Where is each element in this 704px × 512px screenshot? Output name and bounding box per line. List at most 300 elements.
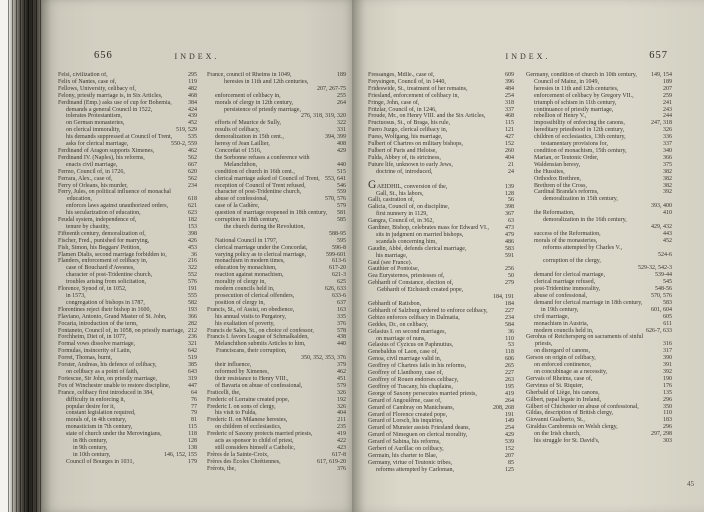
entry-text: Ferrara, Alex., case of, <box>58 175 113 182</box>
entry-text: demoralization in the 16th century, <box>543 217 627 224</box>
entry-page-ref: 438 <box>337 334 346 341</box>
index-entry <box>207 314 346 321</box>
index-entry <box>368 315 514 322</box>
entry-page-ref: 562 <box>188 154 197 161</box>
index-entry <box>368 93 514 100</box>
entry-text: demoralization in 15th cent., <box>215 134 284 141</box>
entry-page-ref: 64 <box>191 389 197 396</box>
entry-text: Fraticelli, the, <box>207 389 241 396</box>
entry-text: demands a general Council in 1522, <box>66 106 153 113</box>
entry-text: triumph of schism in 11th century, <box>534 99 617 106</box>
index-entry <box>207 390 346 397</box>
entry-page-ref: 76 <box>191 396 197 403</box>
entry-text: Frérots, the, <box>207 465 236 472</box>
entry-page-ref: 451 <box>337 375 346 382</box>
index-entry <box>368 405 514 412</box>
entry-page-ref: 581 <box>337 210 346 217</box>
entry-text: Flamen Dialis, second marriage forbidden to, <box>58 251 167 258</box>
index-entry <box>58 362 197 369</box>
entry-text: varying policy as to clerical marriage, <box>215 251 306 258</box>
entry-text: on children of ecclesiastics, <box>215 424 282 431</box>
index-entry <box>526 362 672 369</box>
entry-page-ref: 276, 318, 319, 320 <box>301 113 346 120</box>
entry-text: abuse of confessional, <box>215 196 269 203</box>
entry-page-ref: 241 <box>663 99 672 106</box>
entry-page-ref: 486 <box>505 238 514 245</box>
entry-text: enacts civil marriage, <box>66 161 118 168</box>
entry-text: troubles arising from solicitation, <box>66 279 146 286</box>
index-entry <box>207 148 346 155</box>
page-number-left: 656 <box>94 50 113 61</box>
entry-text: Gebhardt of Salzburg ordered to enforce celibacy, <box>368 307 488 314</box>
index-entry <box>207 258 346 265</box>
entry-page-ref: 254 <box>505 425 514 432</box>
entry-page-ref: 110 <box>505 335 514 342</box>
entry-page-ref: 235 <box>337 424 346 431</box>
index-entry <box>526 93 672 100</box>
entry-text: Gall, St., his labors, <box>376 190 424 197</box>
entry-text: position of clergy in, <box>215 299 265 306</box>
entry-text: morals of clergy in 12th century, <box>215 99 294 106</box>
index-entry <box>368 439 514 446</box>
entry-page-ref: 637 <box>337 299 346 306</box>
entry-text: Frederic of Saxony protects married priests, <box>207 431 313 438</box>
entry-page-ref: 439 <box>188 113 197 120</box>
entry-text: Fermo, Council of, in 1726, <box>58 168 125 175</box>
entry-text: Melanchthon submits Articles to him, <box>215 341 306 348</box>
entry-text: tenure by chastity, <box>66 223 110 230</box>
index-entry <box>58 238 197 245</box>
entry-page-ref: 121 <box>505 127 514 134</box>
entry-page-ref: 153 <box>188 223 197 230</box>
entry-page-ref: 382 <box>663 182 672 189</box>
index-entry <box>368 148 514 155</box>
entry-text: Future life, unknown to early Jews, <box>368 161 453 168</box>
entry-page-ref: 394, 399 <box>325 134 346 141</box>
entry-page-ref: 419 <box>337 431 346 438</box>
entry-page-ref: 191 <box>505 411 514 418</box>
index-entry <box>526 390 672 397</box>
entry-page-ref: 247, 318 <box>651 120 672 127</box>
entry-text: Fontaneto, Council of, in 1058, on priestly marriage, <box>58 327 185 334</box>
entry-page-ref: 422 <box>337 438 346 445</box>
entry-text: Forchheim, Diet of, in 1077, <box>58 334 127 341</box>
entry-page-ref: 216 <box>188 258 197 265</box>
entry-page-ref: 479 <box>505 231 514 238</box>
entry-page-ref: 350, 352, 353, 376 <box>301 355 346 362</box>
index-entry <box>207 383 346 390</box>
entry-page-ref: 337 <box>505 106 514 113</box>
index-entry <box>368 239 514 246</box>
index-entry <box>526 397 672 404</box>
entry-page-ref: 316 <box>663 341 672 348</box>
entry-text: Germain, his charter to Blae, <box>368 452 438 459</box>
index-entry <box>58 155 197 162</box>
entry-text: Forster, Andreas, his defence of celibacy, <box>58 362 157 369</box>
index-entry <box>207 321 346 328</box>
entry-page-ref: 625 <box>337 279 346 286</box>
page-number-right: 657 <box>649 50 668 61</box>
entry-text: reforms attempted by Charles V., <box>543 244 623 251</box>
entry-text: Geoffrey of Llanthony, case of, <box>368 370 444 377</box>
index-entry <box>526 376 672 383</box>
entry-page-ref: 621-3 <box>332 272 346 279</box>
running-head-left: INDEX. <box>174 52 220 61</box>
entry-text: Gelasius of Cyzicus on Paphnutius, <box>368 342 454 349</box>
entry-text: constant legislation required, <box>66 410 136 417</box>
book-page-edges <box>8 0 42 512</box>
entry-text: Fox of Winchester unable to restore discipline, <box>58 382 171 389</box>
index-entry <box>207 334 346 341</box>
entry-text: acts as sponsor to child of priest, <box>215 438 294 445</box>
entry-text: Geoffrey of Rouen endorses celibacy, <box>368 376 459 383</box>
index-entry <box>58 300 197 307</box>
index-entry <box>207 176 346 183</box>
entry-text: Fifteenth century, demoralization of, <box>58 230 146 237</box>
entry-text: in 9th century, <box>73 444 108 451</box>
index-entry <box>58 93 197 100</box>
index-entry <box>207 362 346 369</box>
entry-page-ref: 392 <box>663 189 672 196</box>
entry-text: in 19th century, <box>541 306 579 313</box>
index-entry <box>368 218 514 225</box>
index-entry <box>368 162 514 169</box>
index-entry <box>368 322 514 329</box>
entry-text: Germany, virtue of Teutonic tribes, <box>368 459 453 466</box>
index-entry <box>526 120 672 127</box>
entry-text: the church during the Revolution, <box>224 223 305 230</box>
index-entry <box>58 162 197 169</box>
entry-page-ref: 643 <box>188 368 197 375</box>
entry-text: Gebhardt of Ratisbon, <box>368 301 422 307</box>
index-entry <box>368 79 514 86</box>
entry-page-ref: 426 <box>188 237 197 244</box>
entry-text: Geoffrey of Tuscany, his chaplains, <box>368 383 453 390</box>
entry-text: enforcement of celibacy by Gregory VII., <box>534 92 634 99</box>
index-entry <box>58 72 197 79</box>
index-entry <box>526 369 672 376</box>
entry-text: Fuero Juzgo, clerical celibacy in, <box>368 127 448 134</box>
entry-page-ref: 63 <box>508 218 514 225</box>
entry-page-ref: 391 <box>663 362 672 369</box>
index-entry <box>526 307 672 314</box>
entry-text: Friesland, enforcement of celibacy in, <box>368 92 459 99</box>
left-page-column-2 <box>207 72 346 508</box>
entry-text: Gervinus of St. Riquier, <box>526 382 584 389</box>
entry-page-ref: 452 <box>663 237 672 244</box>
index-entry <box>526 424 672 431</box>
entry-text: Formulas, insincerity of Latin, <box>58 348 132 355</box>
entry-text: his exaltation of poverty, <box>215 320 275 327</box>
index-entry <box>58 245 197 252</box>
entry-text: George of Saxony persecutes married priests, <box>368 390 477 397</box>
entry-page-ref: 254 <box>505 92 514 99</box>
entry-page-ref: 227 <box>505 370 514 377</box>
entry-text: results of celibacy, <box>215 127 260 134</box>
entry-page-ref: 77 <box>191 403 197 410</box>
entry-page-ref: 375 <box>663 161 672 168</box>
entry-text: monachism in modern times, <box>215 258 285 265</box>
entry-page-ref: 535 <box>188 134 197 141</box>
index-entry <box>58 148 197 155</box>
entry-text: National Council in 1797, <box>215 237 278 244</box>
entry-page-ref: 118 <box>188 431 197 438</box>
entry-text: Felony, priestly marriage is, in Six Articles, <box>58 92 163 99</box>
entry-page-ref: 207 <box>505 452 514 459</box>
index-entry <box>58 86 197 93</box>
entry-text: abuse of confessional, <box>534 293 588 299</box>
entry-page-ref: 81 <box>191 417 197 424</box>
index-entry <box>207 410 346 417</box>
entry-page-ref: 255 <box>337 92 346 99</box>
entry-page-ref: 135 <box>663 389 672 396</box>
index-entry <box>58 113 197 120</box>
entry-page-ref: 282 <box>188 320 197 327</box>
entry-page-ref: 128 <box>188 438 197 445</box>
entry-page-ref: 56 <box>508 197 514 204</box>
entry-page-ref: 125 <box>505 466 514 473</box>
index-entry <box>368 287 514 301</box>
entry-page-ref: 429 <box>337 147 346 154</box>
entry-page-ref: 139 <box>505 183 514 190</box>
entry-page-ref: 265 <box>505 363 514 370</box>
entry-text: corruption in 18th century, <box>215 217 279 224</box>
entry-page-ref: 583 <box>505 245 514 252</box>
entry-page-ref: 367 <box>505 211 514 218</box>
index-entry <box>58 120 197 127</box>
index-entry <box>58 307 197 314</box>
entry-text: his secularization of education, <box>66 210 141 217</box>
entry-page-ref: 207 <box>663 85 672 92</box>
entry-text: persistence of priestly marriage, <box>224 106 301 113</box>
entry-text: Fellows, University, celibacy of, <box>58 85 136 92</box>
entry-page-ref: 468 <box>188 92 197 99</box>
index-entry <box>207 348 346 362</box>
entry-text: case of Bouchard d'Avesnes, <box>66 265 135 272</box>
entry-text: Gerard of Sabina, his reforms, <box>368 439 441 446</box>
entry-text: Gerard of Munster assists Friesland deans, <box>368 425 470 432</box>
entry-page-ref: 605 <box>663 313 672 320</box>
entry-page-ref: 585 <box>337 217 346 224</box>
entry-page-ref: 524-6 <box>658 251 672 258</box>
entry-page-ref: 322 <box>337 120 346 127</box>
entry-page-ref: 579 <box>337 382 346 389</box>
entry-text: Gardiner, Bishop, celebrates mass for Edward VI., <box>368 225 489 232</box>
index-entry <box>368 391 514 398</box>
index-entry <box>526 314 672 321</box>
entry-page-ref: 319 <box>188 375 197 382</box>
entry-text: Gilbert, papal legate in Ireland, <box>526 396 601 403</box>
entry-text: congregation of bishops in 1787, <box>66 299 145 306</box>
entry-text: Florence, Synod of, in 1052, <box>58 286 127 293</box>
entry-page-ref: 36 <box>508 328 514 335</box>
entry-text: heresies in 11th and 12th centuries, <box>224 78 309 85</box>
entry-text: rebellion of Henry V., <box>534 113 587 120</box>
index-entry <box>526 189 672 196</box>
entry-page-ref: 115 <box>188 424 197 431</box>
entry-page-ref: 243 <box>663 106 672 113</box>
entry-page-ref: 184, 191 <box>493 294 514 301</box>
entry-text: doctrine of, introduced, <box>376 168 433 175</box>
index-entry <box>207 397 346 404</box>
entry-text: reformed by Ximenes, <box>215 368 269 375</box>
entry-page-ref: 601, 604 <box>651 306 672 313</box>
index-entry <box>368 301 514 308</box>
entry-text: his demands suppressed at Council of Trent, <box>66 134 173 141</box>
entry-page-ref: 379 <box>337 362 346 369</box>
entry-text: Felsi, civilization of, <box>58 72 108 78</box>
index-entry <box>207 72 346 79</box>
entry-page-ref: 620 <box>188 168 197 175</box>
entry-text: Galli, castration of, <box>368 197 415 204</box>
entry-page-ref: 234 <box>188 182 197 189</box>
index-entry <box>368 72 514 79</box>
entry-text: Florentines reject their bishop in 1600, <box>58 306 151 313</box>
entry-text: Waldensian heresy, <box>534 161 581 168</box>
index-entry <box>207 438 346 445</box>
entry-text: his visit to Fulda, <box>215 410 257 417</box>
index-entry <box>368 460 514 467</box>
index-entry <box>207 210 346 217</box>
entry-page-ref: 385 <box>188 362 197 369</box>
entry-text: Ferry of Orleans, his murder, <box>58 182 128 189</box>
index-entry <box>368 467 514 474</box>
index-entry <box>368 349 514 356</box>
index-entry <box>368 308 514 315</box>
right-page-column-1 <box>368 72 514 508</box>
index-entry <box>207 286 346 293</box>
entry-text: education by monachism, <box>215 265 277 272</box>
entry-text: reception of Council of Trent refused, <box>215 182 306 189</box>
entry-page-ref: 234 <box>505 314 514 321</box>
entry-page-ref: 427 <box>505 134 514 141</box>
index-entry <box>526 410 672 417</box>
entry-page-ref: 152 <box>505 141 514 148</box>
entry-page-ref: 317 <box>663 348 672 355</box>
signature-mark: 45 <box>687 480 694 488</box>
entry-text: morals of the monasteries, <box>534 237 598 244</box>
entry-text: difficulty in enforcing it, <box>66 396 126 403</box>
entry-page-ref: 453 <box>188 244 197 251</box>
entry-text: Genebaldus of Laon, case of, <box>368 349 438 356</box>
entry-text: continuance of priestly marriage, <box>534 106 614 113</box>
entry-page-ref: 138 <box>188 444 197 451</box>
entry-text: his annual visits to Purgatory, <box>215 313 286 320</box>
entry-page-ref: 611 <box>663 320 672 327</box>
entry-text: reforms attempted by Carloman, <box>376 466 454 473</box>
entry-text: civil marriage, <box>534 313 569 320</box>
entry-page-ref: 582 <box>188 299 197 306</box>
entry-text: Marian, or Teutonic Order, <box>534 154 599 161</box>
entry-page-ref: 149 <box>505 418 514 425</box>
entry-page-ref: 318 <box>505 99 514 106</box>
entry-page-ref: 447 <box>188 382 197 389</box>
index-entry <box>207 265 346 272</box>
entry-page-ref: 53 <box>508 342 514 349</box>
entry-text: Franciscans, their corruption, <box>216 348 287 355</box>
entry-text: Gerbert of Aurillac on celibacy, <box>368 446 444 453</box>
entry-text: clerical marriage refused, <box>534 279 596 286</box>
entry-text: still considers himself a Catholic, <box>215 444 296 451</box>
entry-text: Fulbert of Chartres on military bishops, <box>368 141 463 148</box>
entry-page-ref: 382 <box>663 168 672 175</box>
entry-page-ref: 297, 298 <box>651 431 672 438</box>
entry-text: Fressanges, Mdlle., case of, <box>368 72 435 78</box>
entry-text: heresy of Jean Laillier, <box>215 141 270 148</box>
entry-page-ref: 398 <box>188 230 197 237</box>
entry-page-ref: 591 <box>505 252 514 259</box>
entry-text: Focaria, introduction of the term, <box>58 320 138 327</box>
entry-text: demand for clerical marriage, <box>534 272 605 279</box>
entry-text: reaction against monachism, <box>215 272 284 279</box>
entry-text: Gauthier of Pontoise, <box>368 266 420 273</box>
entry-text: Cardinal Branda's reforms, <box>534 189 599 196</box>
entry-page-ref: 529-32, 542-3 <box>638 265 672 272</box>
entry-page-ref: 642 <box>188 348 197 355</box>
entry-text: Gerard of Cambray on Manicheans, <box>368 404 455 411</box>
index-entry <box>207 238 346 245</box>
entry-page-ref: 208, 268 <box>493 404 514 411</box>
entry-page-ref: 296 <box>663 424 672 431</box>
entry-text: Gerard of Florence created pope, <box>368 411 448 418</box>
entry-text: clerical marriage asked of Council of Trent, <box>215 175 320 182</box>
entry-page-ref: 576 <box>188 279 197 286</box>
index-entry <box>526 438 672 445</box>
entry-text: Giraldus Cambrensis on Welsh clergy, <box>526 424 618 431</box>
entry-text: Ferdinand (Emp.) asks use of cup for Bohemia, <box>58 99 172 106</box>
entry-page-ref: 340 <box>663 147 672 154</box>
index-entry <box>58 189 197 203</box>
entry-text: demoralization in 15th century, <box>543 196 618 203</box>
entry-text: Gerard of Lorsch, his inquiries, <box>368 418 444 425</box>
entry-page-ref: 570, 576 <box>651 293 672 299</box>
left-page <box>42 0 352 512</box>
index-entry <box>526 210 672 217</box>
entry-page-ref: 335 <box>337 313 346 320</box>
entry-text: Freysingen, Council of, in 1440, <box>368 78 446 85</box>
entry-page-ref: 321 <box>188 341 197 348</box>
entry-page-ref: 404 <box>505 154 514 161</box>
entry-page-ref: 440 <box>337 161 346 168</box>
index-entry <box>526 293 672 300</box>
entry-text: France, council of Rheims in 1049, <box>207 72 292 78</box>
entry-text: monasticism in 7th century, <box>66 424 133 431</box>
entry-page-ref: 195 <box>505 383 514 390</box>
entry-text: question of marriage reopened in 18th century, <box>215 210 328 217</box>
entry-page-ref: 350 <box>663 403 672 410</box>
entry-page-ref: 578 <box>337 327 346 334</box>
entry-text: clerical marriage under the Concordat, <box>215 244 308 251</box>
entry-page-ref: 259 <box>663 92 672 99</box>
entry-page-ref: 519, 529 <box>176 127 197 134</box>
entry-page-ref: 212 <box>188 327 197 334</box>
entry-text: Gelasius I. on second marriages, <box>368 328 446 335</box>
entry-page-ref: 256 <box>505 266 514 273</box>
entry-text: the Hussites, <box>534 168 565 175</box>
entry-text: on clerical immorality, <box>66 127 121 134</box>
index-entry <box>368 453 514 460</box>
index-entry <box>58 369 197 376</box>
index-entry <box>207 466 346 473</box>
entry-text: Frederic I. on sons of clergy, <box>207 403 276 410</box>
entry-page-ref: 366 <box>663 154 672 161</box>
entry-text: condition of monachism, 15th century, <box>534 147 627 154</box>
entry-page-ref: 79 <box>191 410 197 417</box>
entry-page-ref: 667 <box>188 161 197 168</box>
entry-text: first nunnery in 1129, <box>376 211 428 218</box>
entry-page-ref: 193 <box>188 306 197 313</box>
entry-page-ref: 118 <box>505 349 514 356</box>
